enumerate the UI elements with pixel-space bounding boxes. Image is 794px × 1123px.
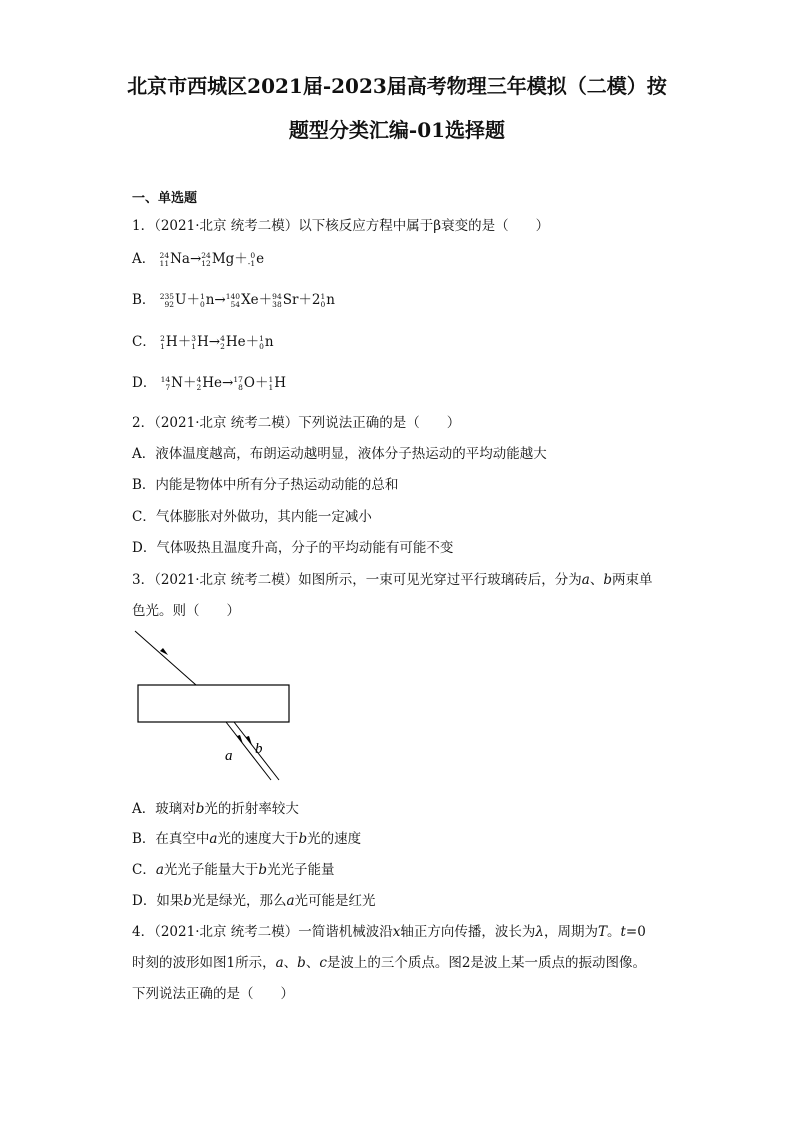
glass-slab — [138, 685, 289, 722]
q3-stem1-b: b — [603, 572, 612, 588]
q3-stem1-text: 3．（2021·北京 统考二模）如图所示，一束可见光穿过平行玻璃砖后，分为 — [132, 572, 582, 588]
q4-l1-text3: ，周期为 — [543, 924, 598, 940]
fig-label-a: a — [225, 748, 233, 764]
q3-stem-line2: 色光。则（ ） — [132, 603, 240, 619]
q3-stem1-sep: 、 — [589, 572, 604, 588]
q4-l1-text1: 4．（2021·北京 统考二模）一简谐机械波沿 — [132, 924, 393, 940]
q4-l2-text2: 是波上的三个质点。图2是波上某一质点的振动图像。 — [326, 955, 646, 971]
q3-c-var2: b — [258, 862, 268, 878]
q4-l2-sep2: 、 — [305, 955, 320, 971]
fig-label-b: b — [255, 741, 263, 757]
q3-b-text3: 光的速度 — [307, 831, 362, 847]
q1-option-b: B． 235 92 U＋ 1 0 n→ 140 54 Xe＋ 94 38 Sr＋2 1 0 n — [132, 291, 335, 309]
q4-stem-line3: 下列说法正确的是（ ） — [132, 986, 294, 1002]
q4-l2-text1: 时刻的波形如图1所示， — [132, 955, 276, 971]
q2-option-d: D．气体吸热且温度升高，分子的平均动能有可能不变 — [132, 540, 454, 556]
q3-a-text1: A．玻璃对 — [132, 801, 196, 817]
q3-a-text2: 光的折射率较大 — [204, 801, 299, 817]
q1-option-c: C． 2 1 H＋ 3 1 H→ 4 2 He＋ 1 0 n — [132, 333, 274, 351]
q3-d-text1: D．如果 — [132, 893, 184, 909]
q1-stem: 1．（2021·北京 统考二模）以下核反应方程中属于β衰变的是（ ） — [132, 218, 550, 234]
incident-ray — [135, 631, 196, 685]
q4-l1-text2: 轴正方向传播，波长为 — [400, 924, 536, 940]
q4-l1-text4: 。 — [606, 924, 621, 940]
q4-var-c: c — [319, 955, 327, 971]
glass-slab-figure — [130, 628, 300, 788]
q3-stem-line1 — [132, 568, 653, 588]
q3-c-text3: 光光子能量 — [267, 862, 335, 878]
q4-var-lambda: λ — [535, 924, 544, 940]
q1-d-label: D． — [132, 375, 157, 391]
ray-a-arrow — [237, 735, 243, 744]
q2-option-c: C．气体膨胀对外做功，其内能一定减小 — [132, 509, 372, 525]
q3-b-text1: B．在真空中 — [132, 831, 210, 847]
q3-stem1-a: a — [581, 572, 590, 588]
q4-var-a: a — [275, 955, 284, 971]
q3-b-var2: b — [298, 831, 308, 847]
q2-option-a: A．液体温度越高，布朗运动越明显，液体分子热运动的平均动能越大 — [132, 446, 547, 462]
q4-stem-line2 — [132, 951, 646, 971]
q4-l1-text5: =0 — [625, 924, 646, 940]
q3-b-text2: 光的速度大于 — [217, 831, 299, 847]
q3-option-a — [132, 797, 299, 817]
q3-option-b — [132, 827, 361, 847]
q3-option-d — [132, 889, 376, 909]
q3-c-text1: C． — [132, 862, 156, 878]
q3-d-var1: b — [183, 893, 192, 909]
q4-var-b: b — [297, 955, 306, 971]
q4-var-T: T — [597, 924, 607, 940]
q3-d-var2: a — [286, 893, 295, 909]
q1-option-d: D． 14 7 N＋ 4 2 He→ 17 8 O＋ 1 1 H — [132, 374, 287, 392]
q4-l2-sep1: 、 — [283, 955, 298, 971]
q2-option-b: B．内能是物体中所有分子热运动动能的总和 — [132, 477, 399, 493]
q1-a-label: A． — [132, 251, 156, 267]
q1-b-label: B． — [132, 292, 156, 308]
q4-var-x: x — [392, 924, 401, 940]
q3-d-text3: 光可能是红光 — [294, 893, 376, 909]
q3-c-var1: a — [155, 862, 164, 878]
q3-d-text2: 光是绿光，那么 — [191, 893, 287, 909]
q3-option-c — [132, 858, 335, 878]
q3-b-var1: a — [209, 831, 218, 847]
ray-b-arrow — [246, 736, 252, 745]
q1-option-a: A． 24 11 Na→ 24 12 Mg＋ 0 -1 e — [132, 250, 265, 268]
doc-title-line1: 北京市西城区2021届-2023届高考物理三年模拟（二模）按 — [127, 74, 667, 98]
q4-stem-line1 — [132, 920, 646, 940]
section-heading: 一、单选题 — [132, 191, 198, 206]
q3-stem1-end: 两束单 — [612, 572, 653, 588]
q3-c-text2: 光光子能量大于 — [163, 862, 259, 878]
ray-a — [226, 722, 271, 780]
q3-a-var: b — [195, 801, 205, 817]
q2-stem: 2．（2021·北京 统考二模）下列说法正确的是（ ） — [132, 415, 461, 431]
q1-c-label: C． — [132, 334, 156, 350]
doc-title-line2: 题型分类汇编-01选择题 — [288, 118, 506, 142]
q4-var-t: t — [620, 924, 626, 940]
